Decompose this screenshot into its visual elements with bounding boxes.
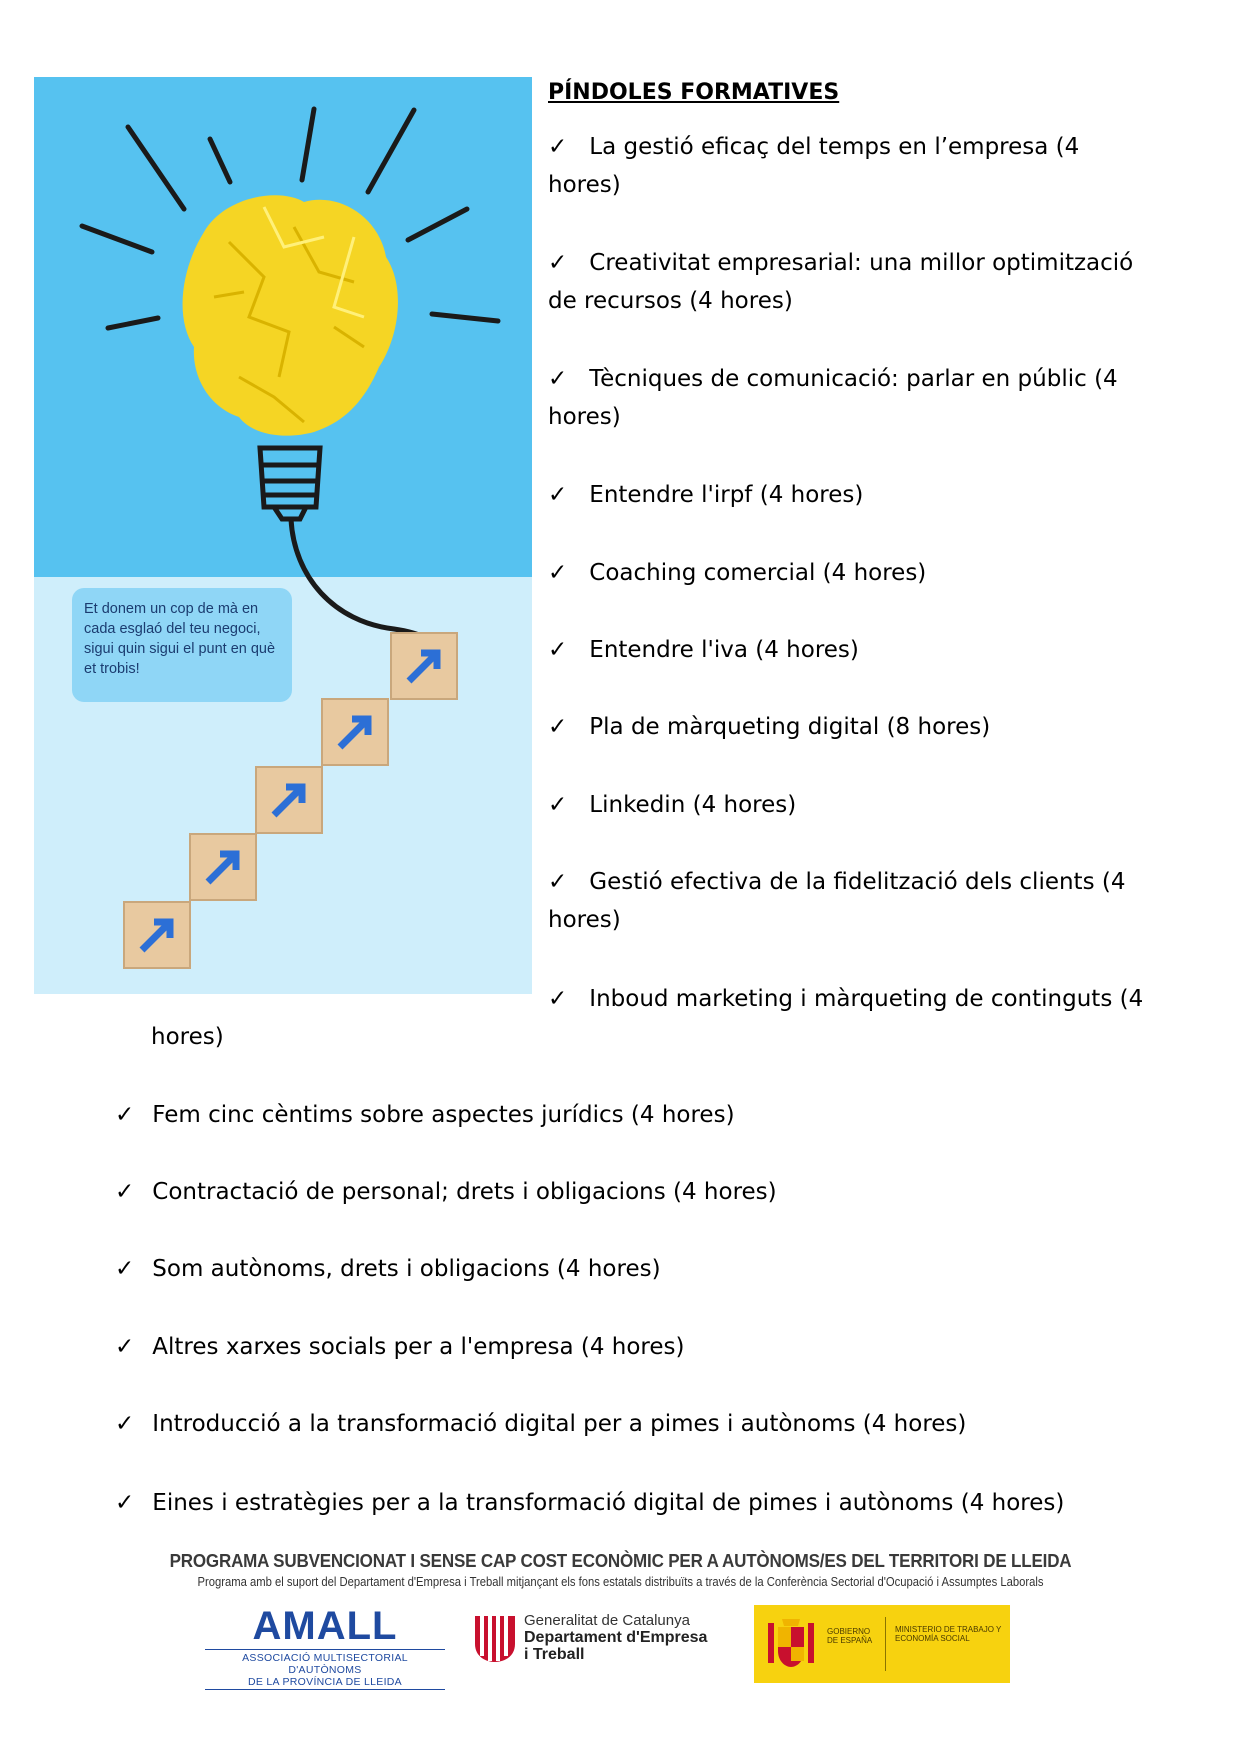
list-item: ✓ Entendre l'iva (4 hores) <box>548 637 859 663</box>
checkmark-icon: ✓ <box>548 986 568 1012</box>
gobierno-espana-logo: GOBIERNO DE ESPAÑA MINISTERIO DE TRABAJO Y ECONOMÍA SOCIAL <box>754 1605 1010 1683</box>
illustration-lightbulb-stairs <box>34 77 532 994</box>
checkmark-icon: ✓ <box>115 1334 135 1360</box>
amall-logo: AMALL ASSOCIACIÓ MULTISECTORIAL D'AUTÒNOMS DE LA PROVÍNCIA DE LLEIDA <box>205 1605 445 1675</box>
block-5 <box>391 633 457 699</box>
block-4 <box>322 699 388 765</box>
footer-subtitle: Programa amb el suport del Departament d'Empresa i Treball mitjançant els fons estatals distribuïts a través de la Conferència Sectorial d'Ocupació i Assumptes Laborals <box>197 1575 1044 1589</box>
block-2 <box>190 834 256 900</box>
list-item-continuation: hores) <box>151 1024 224 1050</box>
block-3 <box>256 767 322 833</box>
list-item: ✓ Gestió efectiva de la fidelització dels clients (4 hores) <box>548 869 1126 933</box>
block-1 <box>124 902 190 968</box>
checkmark-icon: ✓ <box>548 134 568 160</box>
checkmark-icon: ✓ <box>548 560 568 586</box>
footer-title: PROGRAMA SUBVENCIONAT I SENSE CAP COST ECONÒMIC PER A AUTÒNOMS/ES DEL TERRITORI DE LLEIDA <box>169 1550 1072 1571</box>
list-item: ✓ Introducció a la transformació digital per a pimes i autònoms (4 hores) <box>115 1411 967 1437</box>
checkmark-icon: ✓ <box>548 482 568 508</box>
checkmark-icon: ✓ <box>548 366 568 392</box>
list-item: ✓ Coaching comercial (4 hores) <box>548 560 927 586</box>
list-item: ✓ Pla de màrqueting digital (8 hores) <box>548 714 991 740</box>
list-item: ✓ Fem cinc cèntims sobre aspectes jurídics (4 hores) <box>115 1102 735 1128</box>
spain-coat-of-arms-icon <box>764 1615 818 1673</box>
lightbulb-stairs-image <box>34 77 532 994</box>
checkmark-icon: ✓ <box>548 714 568 740</box>
gencat-emblem-icon <box>473 1614 517 1664</box>
list-item: ✓ Eines i estratègies per a la transformació digital de pimes i autònoms (4 hores) <box>115 1490 1065 1516</box>
section-title: PÍNDOLES FORMATIVES <box>548 80 840 105</box>
logo-divider <box>885 1617 886 1671</box>
list-item: ✓ Linkedin (4 hores) <box>548 792 797 818</box>
checkmark-icon: ✓ <box>115 1490 135 1516</box>
checkmark-icon: ✓ <box>548 792 568 818</box>
speech-bubble: Et donem un cop de mà en cada esglaó del teu negoci, sigui quin sigui el punt en què et trobis! <box>72 588 292 702</box>
list-item: ✓ Entendre l'irpf (4 hores) <box>548 482 864 508</box>
gencat-logo: Generalitat de Catalunya Departament d'Empresa i Treball <box>473 1612 733 1672</box>
checkmark-icon: ✓ <box>115 1102 135 1128</box>
checkmark-icon: ✓ <box>115 1411 135 1437</box>
list-item: ✓ Inboud marketing i màrqueting de continguts (4 <box>548 986 1144 1012</box>
list-item: ✓ Altres xarxes socials per a l'empresa (4 hores) <box>115 1334 685 1360</box>
checkmark-icon: ✓ <box>548 250 568 276</box>
list-item: ✓ La gestió eficaç del temps en l’empresa (4 hores) <box>548 134 1080 198</box>
checkmark-icon: ✓ <box>548 637 568 663</box>
list-item: ✓ Contractació de personal; drets i obligacions (4 hores) <box>115 1179 777 1205</box>
list-item: ✓ Som autònoms, drets i obligacions (4 hores) <box>115 1256 661 1282</box>
checkmark-icon: ✓ <box>115 1179 135 1205</box>
list-item: ✓ Creativitat empresarial: una millor optimització de recursos (4 hores) <box>548 250 1134 314</box>
checkmark-icon: ✓ <box>115 1256 135 1282</box>
checkmark-icon: ✓ <box>548 869 568 895</box>
list-item: ✓ Tècniques de comunicació: parlar en públic (4 hores) <box>548 366 1118 430</box>
